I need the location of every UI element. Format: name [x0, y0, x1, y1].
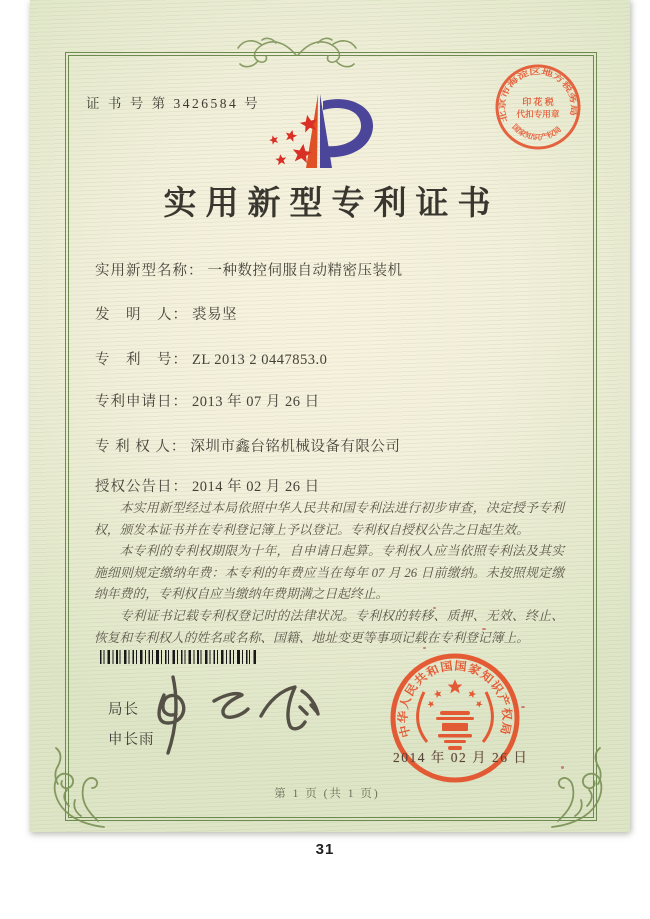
- field-application-date: 专利申请日： 2013 年 07 月 26 日: [95, 394, 320, 410]
- scan-speckle: [521, 706, 525, 708]
- body-paragraph: 本实用新型经过本局依照中华人民共和国专利法进行初步审查，决定授予专利权，颁发本证书并在专利登记簿上予以登记。专利权自授权公告之日起生效。: [94, 501, 564, 537]
- seal-ring-text: 中华人民共和国国家知识产权局: [397, 660, 513, 739]
- seal-date: 2014 年 02 月 26 日: [393, 750, 529, 765]
- barcode: [100, 650, 258, 664]
- border-top-flourish-icon: [232, 33, 362, 75]
- document-page-number: 31: [315, 841, 335, 858]
- scan-speckle: [482, 628, 486, 630]
- field-utility-model-name: 实用新型名称： 一种数控伺服自动精密压装机: [95, 263, 403, 279]
- cnipa-official-seal: [370, 633, 540, 803]
- signer-name: 申长雨: [108, 732, 155, 748]
- director-signature-icon: [142, 668, 337, 760]
- scan-speckle: [561, 766, 564, 769]
- certificate-number: 证 书 号 第 3426584 号: [86, 96, 261, 111]
- national-emblem-icon: [418, 679, 493, 750]
- field-patentee: 专 利 权 人： 深圳市鑫台铭机械设备有限公司: [95, 439, 401, 455]
- certificate-title: 实用新型专利证书: [163, 186, 500, 222]
- stamp-bottom-text: 国家知识产权局: [510, 122, 563, 142]
- cnipa-patent-logo-icon: [255, 85, 410, 180]
- legal-body-text: [94, 498, 564, 649]
- field-patent-number: 专 利 号： ZL 2013 2 0447853.0: [95, 352, 328, 368]
- svg-text:国家知识产权局: [510, 122, 563, 142]
- stamp-center-line1: 印 花 税: [522, 97, 554, 107]
- scan-speckle: [423, 647, 426, 649]
- signer-title: 局长: [108, 702, 139, 718]
- stamp-duty-seal: [488, 57, 588, 157]
- body-paragraph: 本专利的专利权期限为十年，自申请日起算。专利权人应当依照专利法及其实施细则规定缴纳年费：本专利的年费应当在每年 07 月 26 日前缴纳。未按照规定缴纳年费的，专利权自应当缴纳年费期满之日起终止。: [94, 544, 564, 602]
- scan-speckle: [433, 607, 436, 609]
- field-grant-publication-date: 授权公告日： 2014 年 02 月 26 日: [95, 479, 320, 495]
- page-footer: 第 1 页 (共 1 页): [274, 788, 380, 800]
- stamp-top-text: 北京市海淀区地方税务局: [497, 67, 579, 123]
- certificate-page: [30, 0, 630, 832]
- stamp-center-line2: 代扣专用章: [516, 109, 560, 119]
- field-inventor: 发 明 人： 裘易坚: [95, 307, 237, 323]
- body-paragraph: 专利证书记载专利权登记时的法律状况。专利权的转移、质押、无效、终止、恢复和专利权人的姓名或名称、国籍、地址变更等事项记载在专利登记簿上。: [94, 608, 564, 645]
